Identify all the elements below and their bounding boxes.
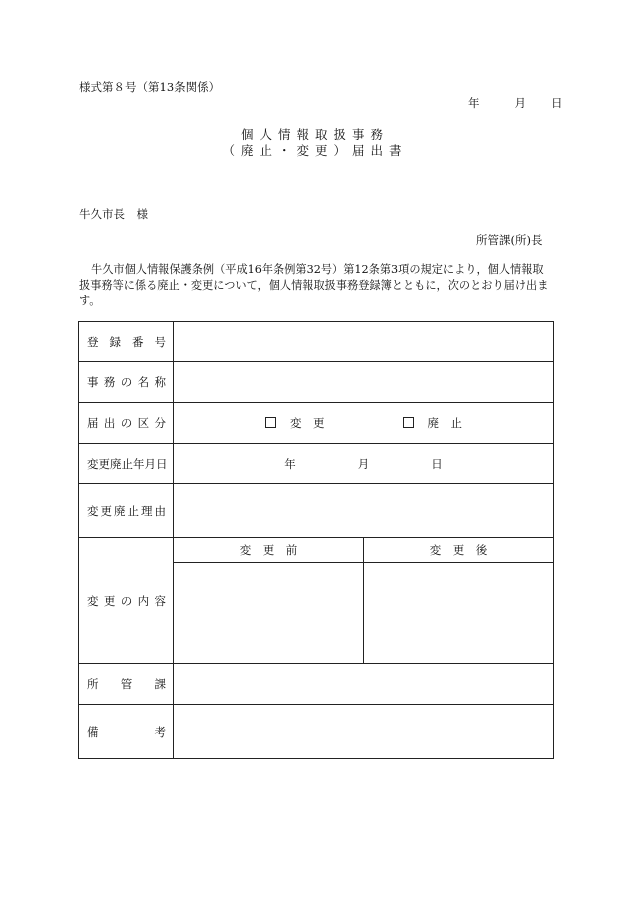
body-paragraph: 牛久市個人情報保護条例（平成16年条例第32号）第12条第3項の規定により，個人情報取扱事務等に係る廃止・変更について，個人情報取扱事務登録簿とともに，次のとおり届け出ます。 <box>79 263 549 307</box>
header-date-year: 年 <box>468 96 480 110</box>
department-field[interactable] <box>174 664 554 705</box>
remarks-label: 備 考 <box>79 705 174 759</box>
row-remarks <box>79 705 554 759</box>
row-registration-number <box>79 322 554 362</box>
change-date-field[interactable]: 年 月 日 <box>174 444 554 484</box>
row-change-reason <box>79 484 554 538</box>
header-date-month: 月 <box>514 96 526 110</box>
after-change-header: 変 更 後 <box>364 538 554 563</box>
category-options <box>174 403 554 444</box>
office-name-label: 事 務 の 名 称 <box>79 362 174 403</box>
header-date <box>468 95 563 111</box>
checkbox-icon <box>403 417 414 428</box>
department-label: 所 管 課 <box>79 664 174 705</box>
row-office-name <box>79 362 554 403</box>
before-change-field[interactable] <box>174 563 364 664</box>
sender: 所管課(所)長 <box>476 233 543 247</box>
row-category <box>79 403 554 444</box>
option-abolish-checkbox[interactable]: 廃 止 <box>403 415 463 431</box>
row-change-content-header <box>79 538 554 563</box>
checkbox-icon <box>265 417 276 428</box>
option-change-checkbox[interactable]: 変 更 <box>265 415 325 431</box>
registration-number-label: 登 録 番 号 <box>79 322 174 362</box>
row-change-date <box>79 444 554 484</box>
after-change-field[interactable] <box>364 563 554 664</box>
document-title: 個人情報取扱事務 <box>240 127 389 142</box>
before-change-header: 変 更 前 <box>174 538 364 563</box>
registration-number-field[interactable] <box>174 322 554 362</box>
document-subtitle: （廃止・変更）届出書 <box>222 143 408 158</box>
row-department <box>79 664 554 705</box>
change-reason-label: 変 更 廃 止 理 由 <box>79 484 174 538</box>
addressee: 牛久市長 様 <box>79 207 148 221</box>
header-date-day: 日 <box>551 96 563 110</box>
remarks-field[interactable] <box>174 705 554 759</box>
office-name-field[interactable] <box>174 362 554 403</box>
change-reason-field[interactable] <box>174 484 554 538</box>
change-date-label: 変更廃止年月日 <box>79 444 174 484</box>
change-content-label: 変 更 の 内 容 <box>79 538 174 664</box>
category-label: 届 出 の 区 分 <box>79 403 174 444</box>
form-number: 様式第８号（第13条関係） <box>79 80 221 94</box>
notification-form-table <box>78 321 554 759</box>
